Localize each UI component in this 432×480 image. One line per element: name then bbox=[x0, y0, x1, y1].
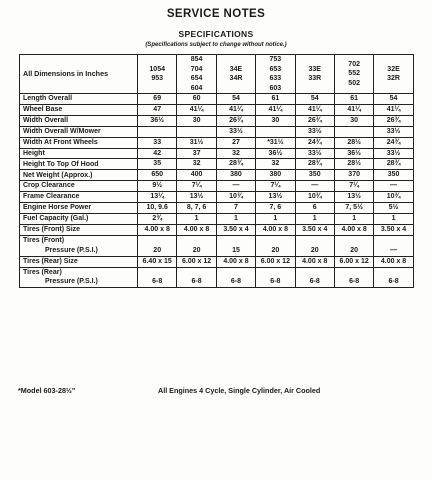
table-cell: 13½ bbox=[334, 192, 373, 203]
table-cell: 1 bbox=[256, 213, 295, 224]
table-header-row bbox=[20, 55, 414, 94]
row-label-line: Height bbox=[23, 149, 45, 157]
table-cell: 380 bbox=[256, 170, 295, 181]
row-label bbox=[20, 170, 138, 181]
table-cell: 380 bbox=[216, 170, 255, 181]
table-cell: 28½ bbox=[334, 137, 373, 148]
row-label-line: Width Overall bbox=[23, 117, 69, 125]
table-cell: 6-8 bbox=[138, 267, 177, 288]
table-row bbox=[20, 115, 414, 126]
engines-note: All Engines 4 Cycle, Single Cylinder, Air Cooled bbox=[158, 386, 321, 395]
row-label-line: Length Overall bbox=[23, 95, 73, 103]
page-title: SERVICE NOTES bbox=[166, 8, 266, 20]
table-cell: 6.00 x 12 bbox=[334, 256, 373, 267]
column-header-model: 753 bbox=[269, 56, 282, 63]
table-cell: 650 bbox=[138, 170, 177, 181]
column-header bbox=[256, 55, 295, 94]
table-cell: 26¾ bbox=[374, 115, 413, 126]
table-cell: 61 bbox=[256, 94, 295, 105]
column-header-model: 704 bbox=[190, 65, 203, 73]
table-cell: 61 bbox=[334, 94, 373, 105]
table-cell: 13¼ bbox=[138, 192, 177, 203]
column-header-model: 603 bbox=[269, 84, 282, 92]
table-cell: 33½ bbox=[374, 126, 413, 137]
column-header-model: 953 bbox=[151, 75, 164, 82]
table-cell: 33½ bbox=[374, 148, 413, 159]
table-cell: 7¼ bbox=[177, 181, 216, 192]
row-label bbox=[20, 126, 138, 137]
table-cell: 41¼ bbox=[295, 104, 334, 115]
table-cell: 26¾ bbox=[295, 115, 334, 126]
table-cell: 4.00 x 8 bbox=[138, 224, 177, 235]
header-label: All Dimensions in Inches bbox=[20, 55, 138, 94]
table-row bbox=[20, 104, 414, 115]
table-cell: 24¾ bbox=[374, 137, 413, 148]
table-row bbox=[20, 192, 414, 203]
column-header bbox=[138, 55, 177, 94]
column-header-model: 502 bbox=[348, 79, 360, 87]
column-header bbox=[216, 55, 255, 94]
row-label-line: Tires (Front) Size bbox=[23, 226, 81, 234]
row-label-line: Pressure (P.S.I.) bbox=[45, 246, 98, 254]
row-label bbox=[20, 235, 138, 256]
table-cell: 32 bbox=[216, 148, 255, 159]
table-row bbox=[20, 256, 414, 267]
table-cell: 6-8 bbox=[256, 267, 295, 288]
column-header-model: 34R bbox=[229, 75, 243, 82]
table-row bbox=[20, 213, 414, 224]
table-cell: 7¼ bbox=[256, 181, 295, 192]
column-header bbox=[177, 55, 216, 94]
column-header-model: 33E bbox=[308, 65, 321, 73]
table-cell: 20 bbox=[177, 235, 216, 256]
table-cell: 7, 6 bbox=[256, 203, 295, 214]
row-label-line: Tires (Front) bbox=[23, 236, 65, 244]
table-cell: 30 bbox=[334, 115, 373, 126]
table-cell: — bbox=[374, 235, 413, 256]
table-cell: 350 bbox=[295, 170, 334, 181]
table-cell: 54 bbox=[216, 94, 255, 105]
table-cell: 10¾ bbox=[216, 192, 255, 203]
specifications-note: (Specifications subject to change without notice.) bbox=[145, 42, 287, 48]
table-cell: 47 bbox=[138, 104, 177, 115]
table-cell: 28¾ bbox=[216, 159, 255, 170]
table-cell: 24¾ bbox=[295, 137, 334, 148]
table-cell: 6-8 bbox=[374, 267, 413, 288]
table-cell: 33½ bbox=[295, 126, 334, 137]
table-row bbox=[20, 126, 414, 137]
table-cell: 4.00 x 8 bbox=[216, 256, 255, 267]
table-cell bbox=[334, 126, 373, 137]
table-row bbox=[20, 267, 414, 288]
table-cell: 15 bbox=[216, 235, 255, 256]
table-cell bbox=[177, 126, 216, 137]
row-label bbox=[20, 148, 138, 159]
table-cell: 35 bbox=[138, 159, 177, 170]
column-header-model: 633 bbox=[269, 75, 282, 82]
column-header-model: 654 bbox=[190, 75, 203, 82]
table-cell: 28¾ bbox=[374, 159, 413, 170]
table-row bbox=[20, 224, 414, 235]
table-cell: 20 bbox=[138, 235, 177, 256]
row-label-line: Crop Clearance bbox=[23, 182, 75, 190]
column-header-model: 1054 bbox=[149, 65, 165, 73]
column-header-model: 32R bbox=[387, 75, 400, 82]
table-cell: 3.50 x 4 bbox=[295, 224, 334, 235]
table-row bbox=[20, 235, 414, 256]
table-cell: 30 bbox=[256, 115, 295, 126]
table-cell: 31½ bbox=[177, 137, 216, 148]
column-header-model: 32E bbox=[387, 65, 400, 73]
row-label bbox=[20, 181, 138, 192]
table-row bbox=[20, 159, 414, 170]
row-label-line: Height To Top Of Hood bbox=[23, 160, 99, 168]
table-cell: 3.50 x 4 bbox=[216, 224, 255, 235]
table-row bbox=[20, 170, 414, 181]
table-cell: 13½ bbox=[256, 192, 295, 203]
row-label-line: Pressure (P.S.I.) bbox=[45, 278, 98, 286]
row-label-line: Width At Front Wheels bbox=[23, 138, 98, 146]
table-cell: — bbox=[216, 181, 255, 192]
column-header-model: 552 bbox=[348, 70, 360, 78]
table-cell: 41¼ bbox=[177, 104, 216, 115]
table-cell: 54 bbox=[374, 94, 413, 105]
row-label bbox=[20, 267, 138, 288]
table-cell: 41¼ bbox=[334, 104, 373, 115]
column-header bbox=[295, 55, 334, 94]
table-cell: 6 bbox=[295, 203, 334, 214]
table-cell: 4.00 x 8 bbox=[374, 256, 413, 267]
table-cell: 33½ bbox=[295, 148, 334, 159]
column-header-model: 653 bbox=[269, 65, 282, 73]
table-cell: 33 bbox=[138, 137, 177, 148]
model-footnote: *Model 603-28½" bbox=[18, 386, 76, 395]
table-cell: 41¼ bbox=[256, 104, 295, 115]
row-label-line: Width Overall W/Mower bbox=[23, 127, 101, 135]
table-cell: — bbox=[374, 181, 413, 192]
row-label-line: Frame Clearance bbox=[23, 193, 80, 201]
table-cell: 20 bbox=[334, 235, 373, 256]
table-cell: 9½ bbox=[138, 181, 177, 192]
specifications-table bbox=[19, 54, 414, 288]
table-cell: 6-8 bbox=[295, 267, 334, 288]
table-cell: 4.00 x 8 bbox=[177, 224, 216, 235]
row-label-line: Tires (Rear) Size bbox=[23, 257, 78, 265]
table-cell: 350 bbox=[374, 170, 413, 181]
table-cell: 20 bbox=[295, 235, 334, 256]
row-label bbox=[20, 94, 138, 105]
table-body bbox=[20, 94, 414, 288]
column-header-model: 34E bbox=[229, 65, 243, 73]
table-cell: 7, 5½ bbox=[334, 203, 373, 214]
table-cell: 1 bbox=[216, 213, 255, 224]
table-cell: 41¼ bbox=[374, 104, 413, 115]
table-cell: 36½ bbox=[334, 148, 373, 159]
table-cell: 32 bbox=[177, 159, 216, 170]
table-cell: 1 bbox=[295, 213, 334, 224]
table-cell: 36½ bbox=[256, 148, 295, 159]
table-cell: 400 bbox=[177, 170, 216, 181]
table-cell: 1 bbox=[334, 213, 373, 224]
table-cell: 27 bbox=[216, 137, 255, 148]
table-cell: 2¾ bbox=[138, 213, 177, 224]
column-header-model: 33R bbox=[308, 75, 322, 82]
table-cell: 6.40 x 15 bbox=[138, 256, 177, 267]
column-header bbox=[334, 55, 373, 94]
row-label bbox=[20, 224, 138, 235]
row-label bbox=[20, 213, 138, 224]
table-cell: *31½ bbox=[256, 137, 295, 148]
table-cell: 30 bbox=[177, 115, 216, 126]
table-cell: 8, 7, 6 bbox=[177, 203, 216, 214]
table-cell: 10¾ bbox=[374, 192, 413, 203]
table-cell: 69 bbox=[138, 94, 177, 105]
section-subtitle: SPECIFICATIONS bbox=[178, 29, 254, 39]
row-label bbox=[20, 159, 138, 170]
table-cell: 10¾ bbox=[295, 192, 334, 203]
table-cell: 6.00 x 12 bbox=[177, 256, 216, 267]
row-label-line: Net Weight (Approx.) bbox=[23, 171, 93, 179]
table-cell: 6-8 bbox=[177, 267, 216, 288]
table-cell: 6-8 bbox=[334, 267, 373, 288]
row-label bbox=[20, 192, 138, 203]
row-label bbox=[20, 104, 138, 115]
column-header-model: 604 bbox=[190, 84, 203, 92]
table-cell: 6.00 x 12 bbox=[256, 256, 295, 267]
table-cell: 3.50 x 4 bbox=[374, 224, 413, 235]
row-label bbox=[20, 115, 138, 126]
column-header bbox=[374, 55, 413, 94]
table-row bbox=[20, 137, 414, 148]
table-row bbox=[20, 203, 414, 214]
row-label-line: Wheel Base bbox=[23, 106, 63, 114]
table-cell: 1 bbox=[177, 213, 216, 224]
table-row bbox=[20, 181, 414, 192]
table-cell: 33½ bbox=[216, 126, 255, 137]
column-header-model: 702 bbox=[348, 60, 360, 68]
table-cell: 26¾ bbox=[216, 115, 255, 126]
table-cell: 13½ bbox=[177, 192, 216, 203]
table-cell: 7 bbox=[216, 203, 255, 214]
table-row bbox=[20, 148, 414, 159]
table-cell: 4.00 x 8 bbox=[256, 224, 295, 235]
table-cell: 60 bbox=[177, 94, 216, 105]
table-cell: 5½ bbox=[374, 203, 413, 214]
table-cell bbox=[138, 126, 177, 137]
table-cell: 4.00 x 8 bbox=[334, 224, 373, 235]
table-cell: 4.00 x 8 bbox=[295, 256, 334, 267]
row-label-line: Fuel Capacity (Gal.) bbox=[23, 215, 89, 223]
table-cell: 54 bbox=[295, 94, 334, 105]
row-label bbox=[20, 137, 138, 148]
table-row bbox=[20, 94, 414, 105]
table-cell: 28½ bbox=[334, 159, 373, 170]
table-cell: — bbox=[295, 181, 334, 192]
row-label-line: Tires (Rear) bbox=[23, 268, 62, 276]
table-cell: 28¾ bbox=[295, 159, 334, 170]
table-cell: 41¼ bbox=[216, 104, 255, 115]
table-cell: 370 bbox=[334, 170, 373, 181]
table-cell: 42 bbox=[138, 148, 177, 159]
column-header-model: 854 bbox=[190, 56, 203, 63]
table-cell: 1 bbox=[374, 213, 413, 224]
table-cell: 7¼ bbox=[334, 181, 373, 192]
table-cell: 6-8 bbox=[216, 267, 255, 288]
table-cell: 10, 9.6 bbox=[138, 203, 177, 214]
table-cell: 20 bbox=[256, 235, 295, 256]
row-label bbox=[20, 203, 138, 214]
table-cell: 32 bbox=[256, 159, 295, 170]
table-cell: 37 bbox=[177, 148, 216, 159]
table-cell bbox=[256, 126, 295, 137]
table-cell: 36½ bbox=[138, 115, 177, 126]
row-label bbox=[20, 256, 138, 267]
row-label-line: Engine Horse Power bbox=[23, 204, 92, 212]
